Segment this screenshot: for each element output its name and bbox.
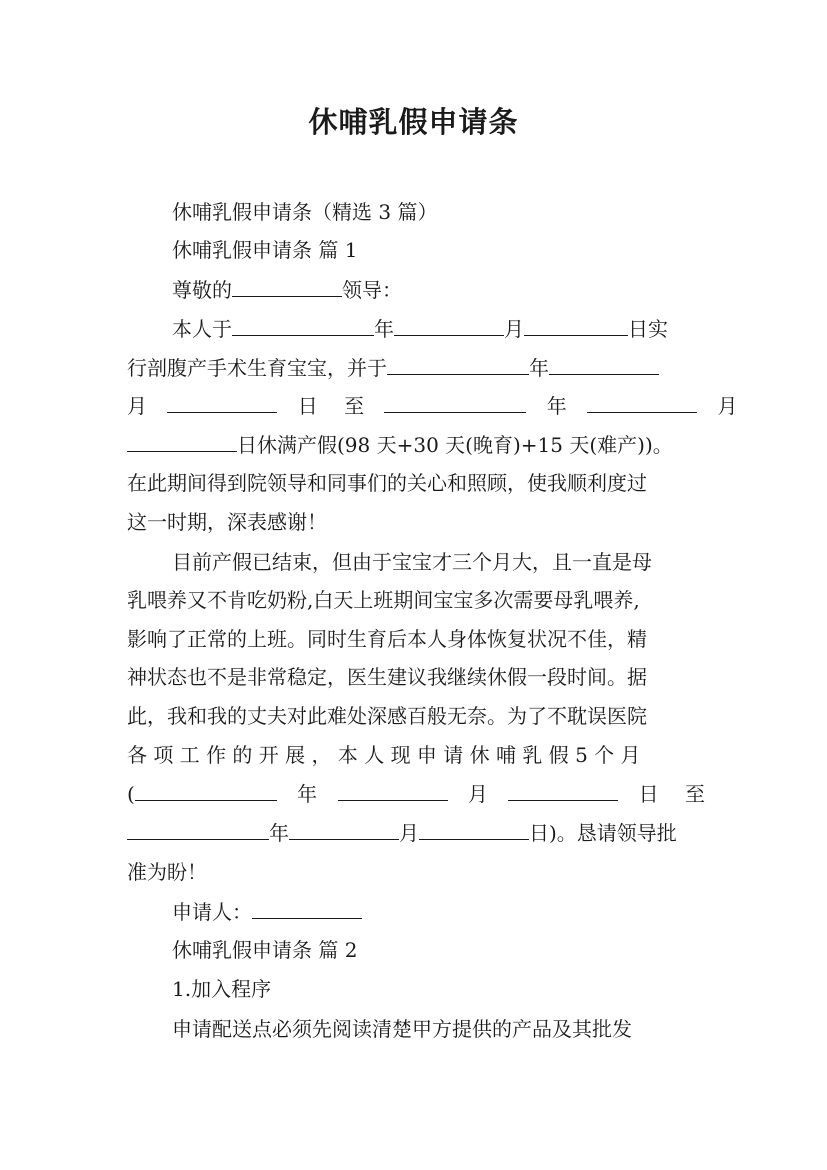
paragraph-1-line-4 (127, 431, 702, 459)
year-blank (384, 392, 526, 413)
subsection-heading-text: 1.加入程序 (172, 977, 272, 1001)
subsection-heading (172, 975, 702, 1003)
text-segment: 这一时期，深表感谢！ (127, 510, 327, 534)
text-segment: 年 (529, 356, 549, 380)
day-blank (508, 780, 618, 801)
paragraph-3-line-1 (172, 1015, 702, 1043)
salutation-prefix: 尊敬的 (172, 278, 232, 302)
paragraph-2-line-9 (127, 858, 702, 886)
text-segment: 神状态也不是非常稳定，医生建议我继续休假一段时间。据 (127, 665, 647, 689)
text-segment: 月 (717, 394, 738, 418)
section-heading-1 (172, 236, 702, 264)
day-blank (524, 315, 628, 336)
day-blank (127, 431, 237, 452)
text-segment: 目前产假已结束，但由于宝宝才三个月大，且一直是母 (172, 550, 652, 574)
applicant-line (172, 898, 702, 926)
text-segment: 行剖腹产手术生育宝宝，并于 (127, 356, 387, 380)
month-blank (394, 315, 504, 336)
paragraph-1-line-6 (127, 508, 702, 536)
section-heading-2-text: 休哺乳假申请条 篇 2 (172, 938, 358, 962)
month-blank (338, 780, 448, 801)
text-segment: 日)。恳请领导批 (529, 821, 677, 845)
text-segment: 本人于 (172, 317, 232, 341)
day-blank (167, 392, 277, 413)
text-segment: 准为盼！ (127, 860, 207, 884)
paragraph-2-line-1 (172, 548, 702, 576)
leader-name-blank (232, 276, 342, 297)
paragraph-1-line-1 (172, 315, 702, 343)
applicant-name-blank (252, 898, 362, 919)
month-blank (289, 819, 399, 840)
section-heading-2 (172, 936, 702, 964)
day-blank (419, 819, 529, 840)
year-blank (387, 354, 529, 375)
text-segment: 日 至 (297, 394, 375, 418)
subtitle-text: 休哺乳假申请条（精选 3 篇） (172, 200, 438, 224)
salutation-line (172, 276, 702, 304)
paragraph-2-line-8 (127, 819, 702, 847)
text-segment: 乳喂养又不肯吃奶粉,白天上班期间宝宝多次需要母乳喂养, (127, 588, 640, 612)
text-segment: 申请配送点必须先阅读清楚甲方提供的产品及其批发 (172, 1017, 632, 1041)
text-segment: 月 (127, 394, 147, 418)
paragraph-2-line-5 (127, 702, 702, 730)
text-segment: 月 (467, 782, 488, 806)
paragraph-1-line-3 (127, 392, 738, 420)
text-segment: 各 项 工 作 的 开 展 ， 本 人 现 申 请 休 哺 乳 假 5 个 月 (127, 743, 641, 767)
paragraph-1-line-2 (127, 354, 702, 382)
text-segment: 日实 (628, 317, 668, 341)
text-segment: 在此期间得到院领导和同事们的关心和照顾，使我顺利度过 (127, 471, 647, 495)
month-blank (587, 392, 697, 413)
paragraph-2-line-6 (127, 741, 702, 769)
section-heading-1-text: 休哺乳假申请条 篇 1 (172, 238, 358, 262)
paragraph-2-line-4 (127, 663, 702, 691)
text-segment: ( (127, 782, 135, 806)
paragraph-1-line-5 (127, 469, 702, 497)
paragraph-2-line-2 (127, 586, 702, 614)
year-blank (127, 819, 269, 840)
text-segment: 此，我和我的丈夫对此难处深感百般无奈。为了不耽误医院 (127, 704, 647, 728)
text-segment: 影响了正常的上班。同时生育后本人身体恢复状况不佳，精 (127, 627, 647, 651)
paragraph-2-line-7 (127, 780, 715, 808)
text-segment: 年 (269, 821, 289, 845)
text-segment: 日休满产假(98 天+30 天(晚育)+15 天(难产))。 (237, 433, 673, 457)
text-segment: 年 (546, 394, 567, 418)
text-segment: 月 (399, 821, 419, 845)
paragraph-2-line-3 (127, 625, 702, 653)
year-blank (232, 315, 374, 336)
subtitle-line (172, 198, 702, 226)
text-segment: 年 (374, 317, 394, 341)
text-segment: 年 (297, 782, 318, 806)
month-blank (549, 354, 659, 375)
text-segment: 日 至 (638, 782, 715, 806)
year-blank (135, 780, 277, 801)
text-segment: 月 (504, 317, 524, 341)
applicant-label: 申请人： (172, 900, 252, 924)
salutation-suffix: 领导： (342, 278, 402, 302)
document-title: 休哺乳假申请条 (308, 105, 519, 139)
